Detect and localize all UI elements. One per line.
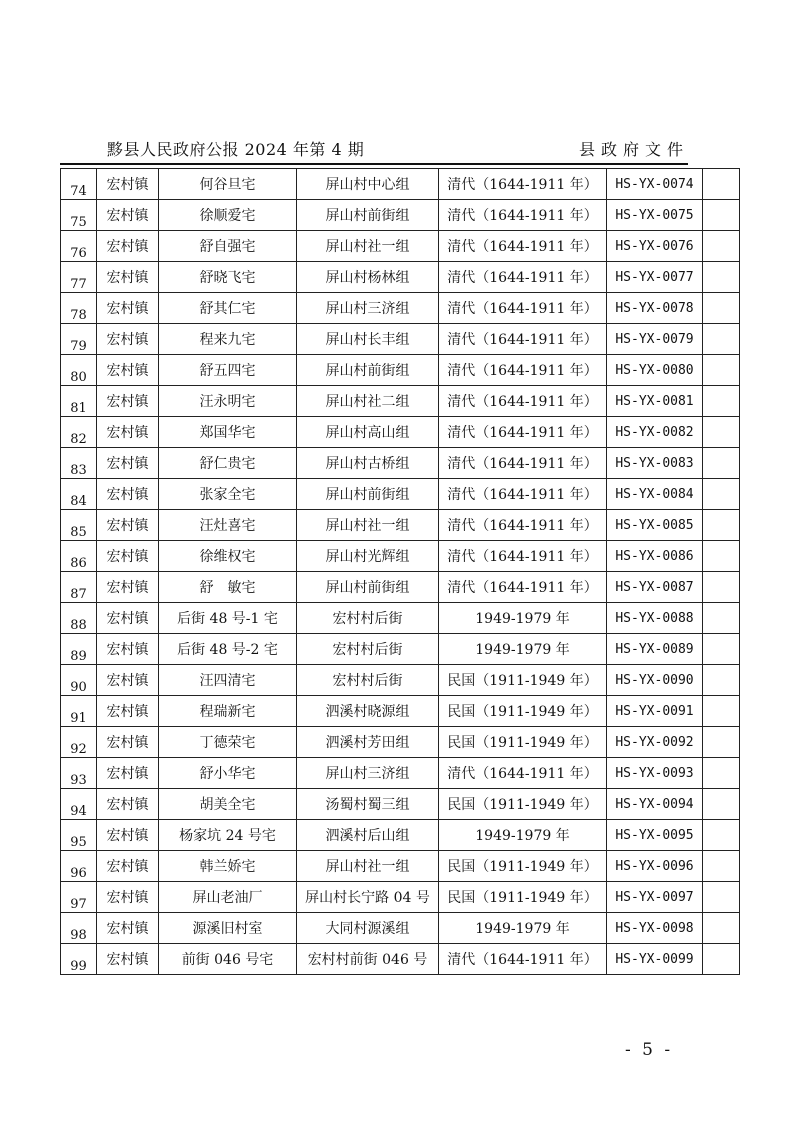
table-row xyxy=(61,789,740,820)
building-name-cell: 舒仁贵宅 xyxy=(159,448,297,479)
row-number: 89 xyxy=(61,634,97,665)
location-cell: 屏山村社一组 xyxy=(297,231,439,262)
row-number: 91 xyxy=(61,696,97,727)
row-number: 76 xyxy=(61,231,97,262)
remarks-cell xyxy=(703,262,740,293)
location-cell: 屏山村杨林组 xyxy=(297,262,439,293)
location-cell: 汤蜀村蜀三组 xyxy=(297,789,439,820)
table-row xyxy=(61,882,740,913)
location-cell: 宏村村后街 xyxy=(297,634,439,665)
remarks-cell xyxy=(703,479,740,510)
location-cell: 屏山村长丰组 xyxy=(297,324,439,355)
location-cell: 泗溪村芳田组 xyxy=(297,727,439,758)
remarks-cell xyxy=(703,820,740,851)
code-cell: HS-YX-0074 xyxy=(607,169,703,200)
location-cell: 宏村村前街 046 号 xyxy=(297,944,439,975)
row-number: 77 xyxy=(61,262,97,293)
era-cell: 清代（1644-1911 年） xyxy=(439,510,607,541)
era-cell: 1949-1979 年 xyxy=(439,634,607,665)
remarks-cell xyxy=(703,913,740,944)
building-name-cell: 汪灶喜宅 xyxy=(159,510,297,541)
building-name-cell: 丁德荣宅 xyxy=(159,727,297,758)
table-row xyxy=(61,510,740,541)
location-cell: 宏村村后街 xyxy=(297,603,439,634)
remarks-cell xyxy=(703,355,740,386)
row-number: 93 xyxy=(61,758,97,789)
town-cell: 宏村镇 xyxy=(97,262,159,293)
remarks-cell xyxy=(703,634,740,665)
building-name-cell: 程瑞新宅 xyxy=(159,696,297,727)
heritage-building-table xyxy=(60,168,740,975)
era-cell: 民国（1911-1949 年） xyxy=(439,727,607,758)
remarks-cell xyxy=(703,417,740,448)
location-cell: 屏山村前街组 xyxy=(297,200,439,231)
code-cell: HS-YX-0086 xyxy=(607,541,703,572)
town-cell: 宏村镇 xyxy=(97,231,159,262)
row-number: 84 xyxy=(61,479,97,510)
code-cell: HS-YX-0076 xyxy=(607,231,703,262)
table-row xyxy=(61,355,740,386)
location-cell: 屏山村古桥组 xyxy=(297,448,439,479)
building-name-cell: 汪四清宅 xyxy=(159,665,297,696)
building-name-cell: 舒其仁宅 xyxy=(159,293,297,324)
table-row xyxy=(61,851,740,882)
row-number: 74 xyxy=(61,169,97,200)
era-cell: 1949-1979 年 xyxy=(439,820,607,851)
code-cell: HS-YX-0075 xyxy=(607,200,703,231)
era-cell: 民国（1911-1949 年） xyxy=(439,789,607,820)
building-name-cell: 徐顺爱宅 xyxy=(159,200,297,231)
table-row xyxy=(61,944,740,975)
town-cell: 宏村镇 xyxy=(97,789,159,820)
code-cell: HS-YX-0079 xyxy=(607,324,703,355)
location-cell: 屏山村社一组 xyxy=(297,851,439,882)
row-number: 98 xyxy=(61,913,97,944)
header-rule xyxy=(60,163,688,165)
table-row xyxy=(61,386,740,417)
code-cell: HS-YX-0083 xyxy=(607,448,703,479)
era-cell: 清代（1644-1911 年） xyxy=(439,541,607,572)
remarks-cell xyxy=(703,603,740,634)
section-label: 县政府文件 xyxy=(578,140,689,159)
town-cell: 宏村镇 xyxy=(97,696,159,727)
row-number: 92 xyxy=(61,727,97,758)
era-cell: 清代（1644-1911 年） xyxy=(439,386,607,417)
row-number: 81 xyxy=(61,386,97,417)
town-cell: 宏村镇 xyxy=(97,355,159,386)
row-number: 88 xyxy=(61,603,97,634)
location-cell: 泗溪村晓源组 xyxy=(297,696,439,727)
table-row xyxy=(61,479,740,510)
code-cell: HS-YX-0096 xyxy=(607,851,703,882)
era-cell: 清代（1644-1911 年） xyxy=(439,324,607,355)
remarks-cell xyxy=(703,200,740,231)
remarks-cell xyxy=(703,789,740,820)
table-row xyxy=(61,293,740,324)
era-cell: 民国（1911-1949 年） xyxy=(439,665,607,696)
remarks-cell xyxy=(703,448,740,479)
era-cell: 清代（1644-1911 年） xyxy=(439,758,607,789)
building-name-cell: 徐维权宅 xyxy=(159,541,297,572)
town-cell: 宏村镇 xyxy=(97,510,159,541)
table-row xyxy=(61,169,740,200)
row-number: 82 xyxy=(61,417,97,448)
table-row xyxy=(61,603,740,634)
row-number: 75 xyxy=(61,200,97,231)
remarks-cell xyxy=(703,851,740,882)
code-cell: HS-YX-0085 xyxy=(607,510,703,541)
era-cell: 清代（1644-1911 年） xyxy=(439,448,607,479)
era-cell: 清代（1644-1911 年） xyxy=(439,944,607,975)
building-name-cell: 源溪旧村室 xyxy=(159,913,297,944)
remarks-cell xyxy=(703,541,740,572)
row-number: 78 xyxy=(61,293,97,324)
code-cell: HS-YX-0078 xyxy=(607,293,703,324)
building-name-cell: 后街 48 号-1 宅 xyxy=(159,603,297,634)
town-cell: 宏村镇 xyxy=(97,541,159,572)
table-row xyxy=(61,758,740,789)
code-cell: HS-YX-0097 xyxy=(607,882,703,913)
code-cell: HS-YX-0080 xyxy=(607,355,703,386)
building-name-cell: 程来九宅 xyxy=(159,324,297,355)
location-cell: 屏山村前街组 xyxy=(297,572,439,603)
era-cell: 民国（1911-1949 年） xyxy=(439,851,607,882)
remarks-cell xyxy=(703,324,740,355)
remarks-cell xyxy=(703,572,740,603)
era-cell: 清代（1644-1911 年） xyxy=(439,231,607,262)
table-row xyxy=(61,820,740,851)
town-cell: 宏村镇 xyxy=(97,851,159,882)
table-row xyxy=(61,634,740,665)
location-cell: 屏山村前街组 xyxy=(297,479,439,510)
table-row xyxy=(61,324,740,355)
building-name-cell: 郑国华宅 xyxy=(159,417,297,448)
table-row xyxy=(61,231,740,262)
code-cell: HS-YX-0087 xyxy=(607,572,703,603)
row-number: 80 xyxy=(61,355,97,386)
era-cell: 1949-1979 年 xyxy=(439,603,607,634)
remarks-cell xyxy=(703,944,740,975)
building-name-cell: 舒晓飞宅 xyxy=(159,262,297,293)
location-cell: 屏山村长宁路 04 号 xyxy=(297,882,439,913)
building-name-cell: 汪永明宅 xyxy=(159,386,297,417)
table-row xyxy=(61,417,740,448)
town-cell: 宏村镇 xyxy=(97,603,159,634)
building-name-cell: 韩兰娇宅 xyxy=(159,851,297,882)
town-cell: 宏村镇 xyxy=(97,882,159,913)
era-cell: 民国（1911-1949 年） xyxy=(439,696,607,727)
era-cell: 1949-1979 年 xyxy=(439,913,607,944)
building-name-cell: 舒小华宅 xyxy=(159,758,297,789)
location-cell: 屏山村光辉组 xyxy=(297,541,439,572)
table-row xyxy=(61,448,740,479)
code-cell: HS-YX-0095 xyxy=(607,820,703,851)
town-cell: 宏村镇 xyxy=(97,572,159,603)
building-name-cell: 杨家坑 24 号宅 xyxy=(159,820,297,851)
building-name-cell: 舒 敏宅 xyxy=(159,572,297,603)
code-cell: HS-YX-0091 xyxy=(607,696,703,727)
building-name-cell: 屏山老油厂 xyxy=(159,882,297,913)
era-cell: 清代（1644-1911 年） xyxy=(439,293,607,324)
code-cell: HS-YX-0089 xyxy=(607,634,703,665)
building-name-cell: 后街 48 号-2 宅 xyxy=(159,634,297,665)
town-cell: 宏村镇 xyxy=(97,293,159,324)
location-cell: 屏山村社一组 xyxy=(297,510,439,541)
location-cell: 屏山村高山组 xyxy=(297,417,439,448)
table-row xyxy=(61,200,740,231)
location-cell: 屏山村三济组 xyxy=(297,293,439,324)
era-cell: 清代（1644-1911 年） xyxy=(439,417,607,448)
building-name-cell: 何谷旦宅 xyxy=(159,169,297,200)
era-cell: 民国（1911-1949 年） xyxy=(439,882,607,913)
location-cell: 大同村源溪组 xyxy=(297,913,439,944)
code-cell: HS-YX-0077 xyxy=(607,262,703,293)
row-number: 86 xyxy=(61,541,97,572)
code-cell: HS-YX-0092 xyxy=(607,727,703,758)
town-cell: 宏村镇 xyxy=(97,417,159,448)
remarks-cell xyxy=(703,510,740,541)
row-number: 79 xyxy=(61,324,97,355)
row-number: 87 xyxy=(61,572,97,603)
building-name-cell: 胡美全宅 xyxy=(159,789,297,820)
remarks-cell xyxy=(703,696,740,727)
building-name-cell: 前街 046 号宅 xyxy=(159,944,297,975)
table-row xyxy=(61,572,740,603)
table-row xyxy=(61,913,740,944)
code-cell: HS-YX-0094 xyxy=(607,789,703,820)
table-row xyxy=(61,696,740,727)
code-cell: HS-YX-0084 xyxy=(607,479,703,510)
era-cell: 清代（1644-1911 年） xyxy=(439,355,607,386)
town-cell: 宏村镇 xyxy=(97,820,159,851)
code-cell: HS-YX-0090 xyxy=(607,665,703,696)
town-cell: 宏村镇 xyxy=(97,169,159,200)
building-name-cell: 舒五四宅 xyxy=(159,355,297,386)
table-row xyxy=(61,541,740,572)
row-number: 90 xyxy=(61,665,97,696)
era-cell: 清代（1644-1911 年） xyxy=(439,200,607,231)
table-row xyxy=(61,665,740,696)
code-cell: HS-YX-0098 xyxy=(607,913,703,944)
era-cell: 清代（1644-1911 年） xyxy=(439,262,607,293)
table-row xyxy=(61,262,740,293)
code-cell: HS-YX-0099 xyxy=(607,944,703,975)
town-cell: 宏村镇 xyxy=(97,448,159,479)
row-number: 85 xyxy=(61,510,97,541)
row-number: 94 xyxy=(61,789,97,820)
page-header xyxy=(107,138,689,162)
remarks-cell xyxy=(703,882,740,913)
era-cell: 清代（1644-1911 年） xyxy=(439,572,607,603)
building-name-cell: 舒自强宅 xyxy=(159,231,297,262)
code-cell: HS-YX-0093 xyxy=(607,758,703,789)
remarks-cell xyxy=(703,231,740,262)
town-cell: 宏村镇 xyxy=(97,634,159,665)
location-cell: 屏山村前街组 xyxy=(297,355,439,386)
remarks-cell xyxy=(703,169,740,200)
row-number: 97 xyxy=(61,882,97,913)
location-cell: 屏山村中心组 xyxy=(297,169,439,200)
town-cell: 宏村镇 xyxy=(97,200,159,231)
town-cell: 宏村镇 xyxy=(97,386,159,417)
town-cell: 宏村镇 xyxy=(97,913,159,944)
code-cell: HS-YX-0082 xyxy=(607,417,703,448)
location-cell: 泗溪村后山组 xyxy=(297,820,439,851)
town-cell: 宏村镇 xyxy=(97,665,159,696)
remarks-cell xyxy=(703,758,740,789)
row-number: 83 xyxy=(61,448,97,479)
town-cell: 宏村镇 xyxy=(97,727,159,758)
location-cell: 屏山村三济组 xyxy=(297,758,439,789)
table-row xyxy=(61,727,740,758)
row-number: 96 xyxy=(61,851,97,882)
code-cell: HS-YX-0088 xyxy=(607,603,703,634)
town-cell: 宏村镇 xyxy=(97,944,159,975)
town-cell: 宏村镇 xyxy=(97,324,159,355)
page-number: - 5 - xyxy=(625,1040,674,1060)
remarks-cell xyxy=(703,665,740,696)
town-cell: 宏村镇 xyxy=(97,479,159,510)
bulletin-title: 黟县人民政府公报 2024 年第 4 期 xyxy=(107,140,365,159)
remarks-cell xyxy=(703,293,740,324)
building-name-cell: 张家全宅 xyxy=(159,479,297,510)
location-cell: 屏山村社二组 xyxy=(297,386,439,417)
era-cell: 清代（1644-1911 年） xyxy=(439,479,607,510)
location-cell: 宏村村后街 xyxy=(297,665,439,696)
era-cell: 清代（1644-1911 年） xyxy=(439,169,607,200)
row-number: 99 xyxy=(61,944,97,975)
remarks-cell xyxy=(703,386,740,417)
code-cell: HS-YX-0081 xyxy=(607,386,703,417)
row-number: 95 xyxy=(61,820,97,851)
remarks-cell xyxy=(703,727,740,758)
town-cell: 宏村镇 xyxy=(97,758,159,789)
